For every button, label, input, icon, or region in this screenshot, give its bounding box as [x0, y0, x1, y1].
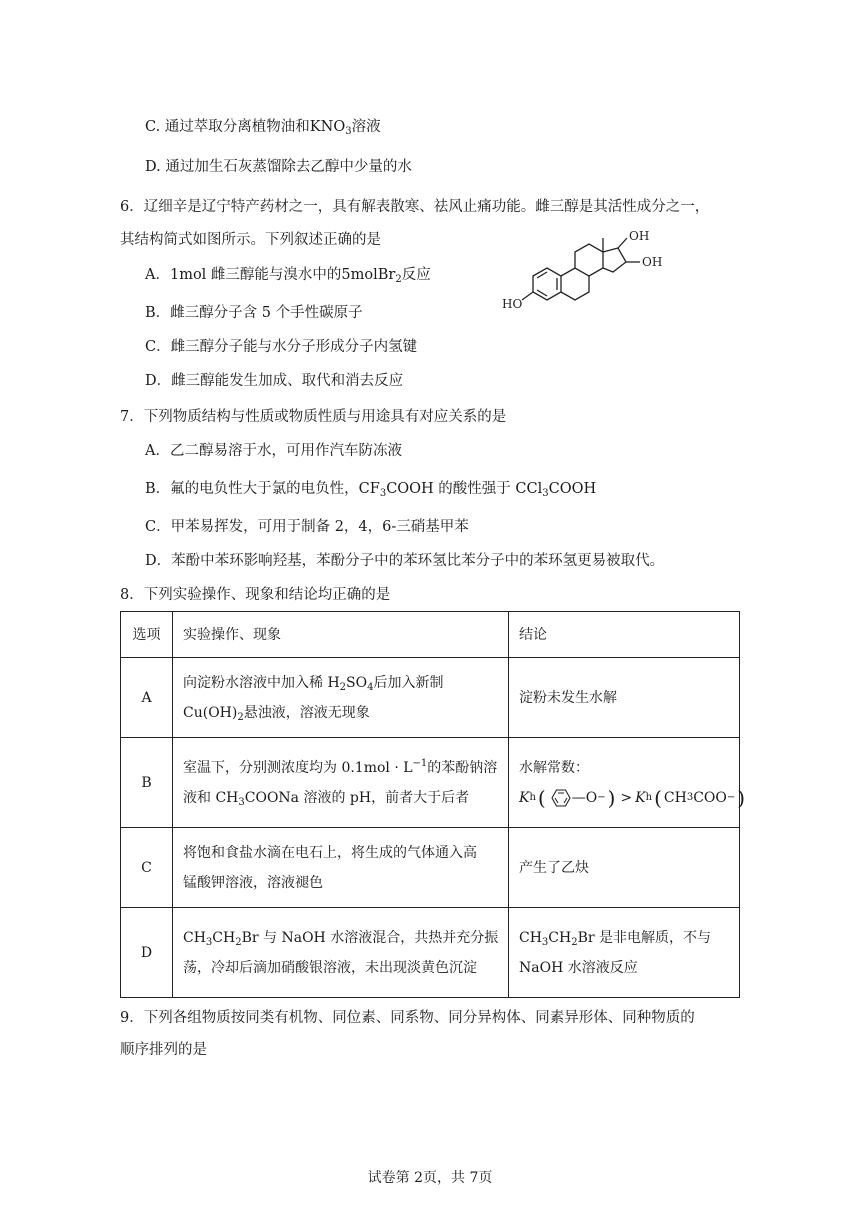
row-c-conclusion: 产生了乙炔	[509, 828, 740, 908]
row-a-operation: 向淀粉水溶液中加入稀 $H_2SO_4$后加入新制 $Cu(OH)_2$悬浊液，溶液无现象	[173, 658, 509, 738]
row-a-option: A	[121, 658, 173, 738]
q7-option-a: A．乙二醇易溶于水，可用作汽车防冻液	[145, 443, 402, 459]
row-b-conclusion: 水解常数： K h ( — O − ) > K h ( CH 3 COO − )	[509, 738, 740, 828]
row-b-option: B	[121, 738, 173, 828]
table-row	[121, 658, 740, 738]
q9-stem-line2: 顺序排列的是	[120, 1042, 207, 1058]
page-footer: 试卷第 2页，共 7页	[367, 1170, 493, 1186]
q9-stem-line1: 9．下列各组物质按同类有机物、同位素、同系物、同分异构体、同素异形体、同种物质的	[120, 1010, 695, 1026]
estriol-ho-left: HO	[502, 297, 523, 311]
q5-option-d: D. 通过加生石灰蒸馏除去乙醇中少量的水	[145, 159, 412, 175]
q6-stem-line2: 其结构简式如图所示。下列叙述正确的是	[120, 232, 381, 248]
table-header-row	[121, 612, 740, 658]
q7-option-d: D．苯酚中苯环影响羟基，苯酚分子中的苯环氢比苯分子中的苯环氢更易被取代。	[145, 553, 665, 569]
row-a-conclusion: 淀粉未发生水解	[509, 658, 740, 738]
table-row	[121, 828, 740, 908]
table-row	[121, 908, 740, 998]
q6-option-c: C．雌三醇分子能与水分子形成分子内氢键	[145, 339, 418, 355]
estriol-oh-top: OH	[629, 229, 650, 243]
q7-option-b: B．氟的电负性大于氯的电负性，$CF_3COOH$ 的酸性强于 CCl$_3$COOH	[145, 481, 597, 499]
q6-option-d: D．雌三醇能发生加成、取代和消去反应	[145, 373, 404, 389]
q5-option-c: C. 通过萃取分离植物油和$KNO_3$溶液	[145, 119, 381, 137]
header-conclusion: 结论	[509, 612, 740, 658]
q7-option-c: C．甲苯易挥发，可用于制备 2，4，6-三硝基甲苯	[145, 519, 469, 535]
row-b-operation: 室温下，分别测浓度均为 $0.1mol \cdot L^{-1}$的苯酚钠溶 液和 $CH_3COONa$ 溶液的 pH，前者大于后者	[173, 738, 509, 828]
q6-stem-line1: 6．辽细辛是辽宁特产药材之一，具有解表散寒、祛风止痛功能。雌三醇是其活性成分之一，	[120, 199, 710, 215]
header-option: 选项	[121, 612, 173, 658]
estriol-structure-diagram	[500, 218, 670, 338]
row-d-option: D	[121, 908, 173, 998]
table-row	[121, 738, 740, 828]
row-d-conclusion: $CH_3CH_2Br$ 是非电解质，不与 NaOH 水溶液反应	[509, 908, 740, 998]
q6-option-a: A．1mol 雌三醇能与溴水中的5molBr$_2$反应	[145, 267, 431, 285]
q8-stem: 8．下列实验操作、现象和结论均正确的是	[120, 587, 391, 603]
q6-option-b: B．雌三醇分子含 5 个手性碳原子	[145, 305, 363, 321]
estriol-oh-right: OH	[642, 255, 663, 269]
hydrolysis-constant-formula: K h ( — O − ) > K h ( CH 3 COO − )	[519, 785, 746, 810]
q7-stem: 7．下列物质结构与性质或物质性质与用途具有对应关系的是	[120, 409, 507, 425]
header-operation: 实验操作、现象	[173, 612, 509, 658]
row-c-operation: 将饱和食盐水滴在电石上，将生成的气体通入高 锰酸钾溶液，溶液褪色	[173, 828, 509, 908]
benzene-ring-icon	[548, 786, 574, 810]
q8-experiment-table	[120, 611, 746, 998]
row-d-operation: $CH_3CH_2Br$ 与 NaOH 水溶液混合，共热并充分振 荡，冷却后滴加硝酸银溶液，未出现淡黄色沉淀	[173, 908, 509, 998]
row-c-option: C	[121, 828, 173, 908]
